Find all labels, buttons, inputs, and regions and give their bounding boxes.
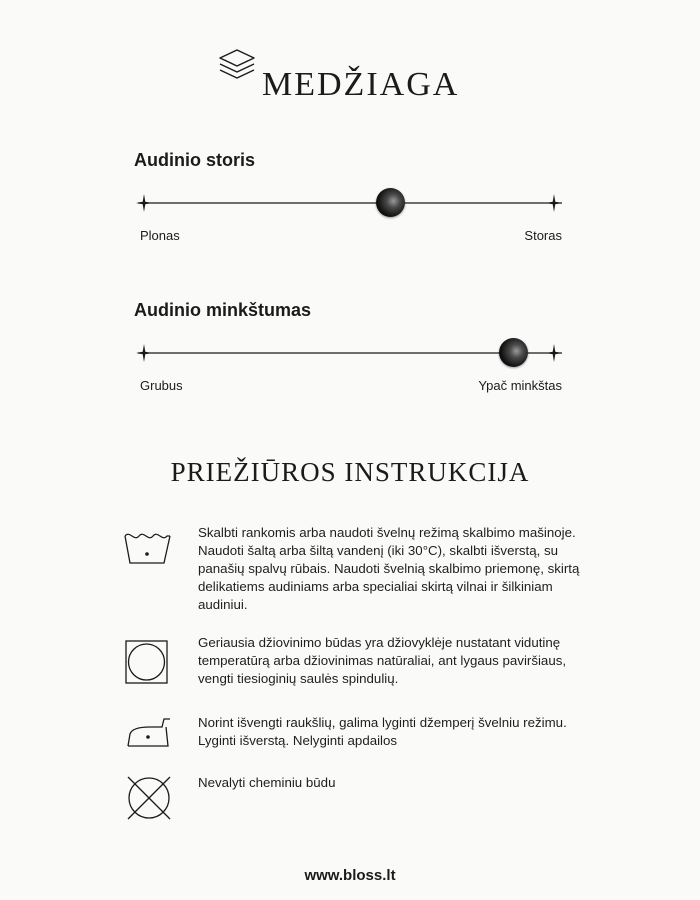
- dry-cleaning-instructions: Nevalyti cheminiu būdu: [198, 775, 336, 790]
- fabric-thickness-track: [134, 186, 574, 220]
- fabric-softness-scale: [134, 298, 574, 393]
- drying-instructions: Geriausia džiovinimo būdas yra džiovyklėje nustatant vidutinę temperatūrą arba džiovinimas natūraliai, ant lygaus paviršiaus, vengti tiesioginių saulės spindulių.: [198, 635, 567, 686]
- sparkle-icon: [546, 344, 562, 362]
- softness-max-label: Ypač minkštas: [478, 378, 562, 393]
- fabric-softness-label: Audinio minkštumas: [134, 300, 312, 320]
- ironing-instructions: Norint išvengti raukšlių, galima lyginti džemperį švelniu režimu. Lyginti išverstą. Nelyginti apdailos: [198, 715, 567, 748]
- softness-min-label: Grubus: [140, 378, 183, 393]
- fabric-thickness-label: Audinio storis: [134, 150, 255, 170]
- no-dry-clean-icon: [120, 774, 176, 824]
- fabric-thickness-marker: [376, 188, 405, 217]
- fabric-thickness-scale: [134, 148, 574, 243]
- thickness-max-label: Storas: [524, 228, 562, 243]
- hand-wash-icon: [120, 528, 176, 568]
- thickness-min-label: Plonas: [140, 228, 180, 243]
- header: [0, 40, 700, 103]
- website-link[interactable]: www.bloss.lt: [304, 867, 396, 884]
- page-title: MEDŽIAGA: [262, 65, 460, 103]
- iron-low-icon: [120, 714, 176, 754]
- tumble-dry-icon: [120, 638, 176, 688]
- washing-instructions: Skalbti rankomis arba naudoti švelnų režimą skalbimo mašinoje. Naudoti šaltą arba šiltą vandenį (iki 30°C), skalbti išverstą, su panašių spalvų rūbais. Naudoti švelnią skalbimo priemonę, skirtą delikatiems audiniams arba specialiai skirtą vilnai ir šilkiniam audiniui.: [198, 525, 580, 612]
- fabric-softness-marker: [499, 338, 528, 367]
- care-instructions-title: PRIEŽIŪROS INSTRUKCIJA: [170, 457, 530, 487]
- fabric-layers-icon: [217, 48, 257, 82]
- sparkle-icon: [136, 194, 152, 212]
- sparkle-icon: [136, 344, 152, 362]
- fabric-softness-track: [134, 336, 574, 370]
- sparkle-icon: [546, 194, 562, 212]
